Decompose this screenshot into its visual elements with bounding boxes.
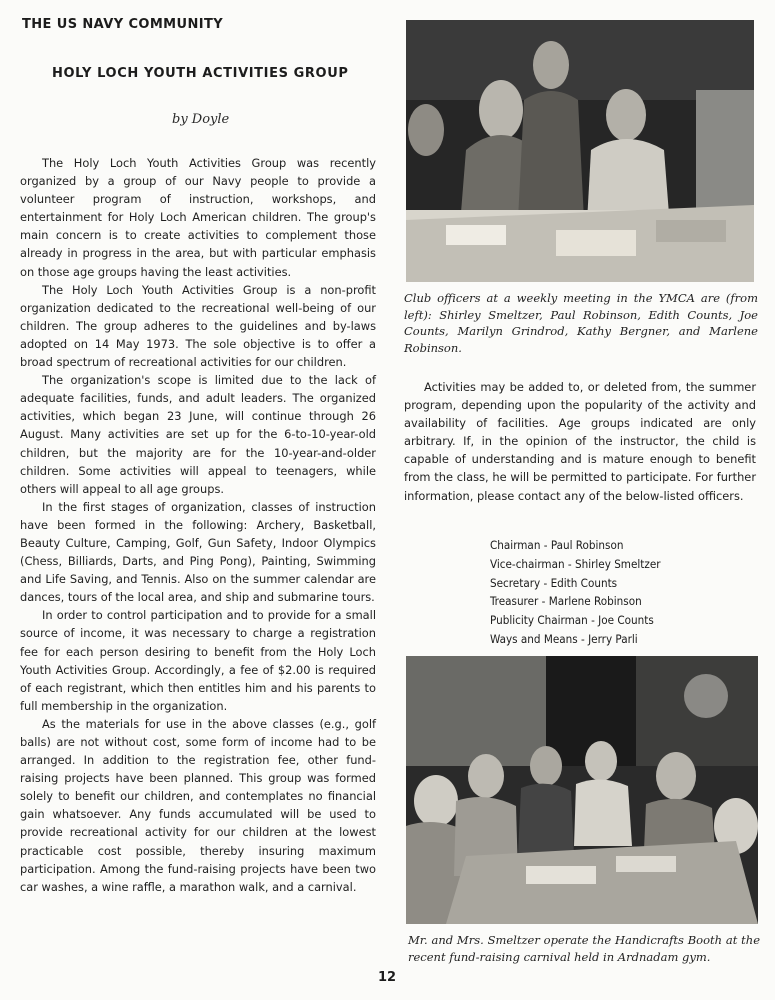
officer-name: Marlene Robinson (548, 594, 642, 609)
article-body-right-column (404, 378, 756, 505)
officer-name: Paul Robinson (550, 538, 624, 552)
handicrafts-booth-photo (406, 656, 758, 924)
section-header: THE US NAVY COMMUNITY (22, 17, 224, 32)
officer-list (490, 536, 750, 649)
officer-role: Chairman (490, 538, 541, 552)
article-body-left-column (20, 154, 376, 896)
club-officers-photo (406, 20, 754, 282)
officer-entry: Publicity Chairman - Joe Counts (490, 613, 654, 628)
officer-role: Publicity Chairman (490, 613, 588, 628)
article-byline: by Doyle (172, 112, 230, 127)
page-number: 12 (378, 970, 397, 985)
officer-role: Treasurer (490, 594, 539, 609)
article-paragraph: The Holy Loch Youth Activities Group is a non-profit organization dedicated to the recreational well-being of our children. The group adheres to the guidelines and by-laws adopted on 14 May 1973. The sole objective is to offer a broad spectrum of recreational activities for our children. (20, 282, 376, 370)
article-paragraph: The organization's scope is limited due to the lack of adequate facilities, funds, and adult leaders. The organized activities, which began 23 June, will continue through 26 August. Many activities are set up for the 6-to-10-year-old children, but the majority are for the 10-year-and-older children. Some activities will appeal to teenagers, while others will appeal to all age groups. (20, 373, 376, 496)
article-paragraph: Activities may be added to, or deleted from, the summer program, depending upon the popularity of the activity and availability of facilities. Age groups indicated are only arbitrary. If, in the opinion of the instructor, the child is capable of understanding and is mature enough to benefit from the class, he will be permitted to participate. For further information, please contact any of the below-listed officers. (404, 380, 756, 503)
officer-role: Ways and Means (490, 631, 578, 646)
club-officers-photo-caption: Club officers at a weekly meeting in the YMCA are (from left): Shirley Smeltzer, Paul Robinson, Edith Counts, Joe Counts, Marilyn Grindrod, Kathy Bergner, and Marlene Robinson. (404, 291, 758, 355)
handicrafts-booth-photo-caption: Mr. and Mrs. Smeltzer operate the Handicrafts Booth at the recent fund-raising carnival held in Ardnadam gym. (408, 933, 760, 964)
article-title: HOLY LOCH YOUTH ACTIVITIES GROUP (52, 66, 349, 81)
officer-entry: Ways and Means - Jerry Parli (490, 631, 638, 646)
officer-role: Vice-chairman (490, 556, 565, 571)
officer-name: Shirley Smeltzer (574, 556, 661, 571)
officer-entry: Chairman - Paul Robinson (490, 538, 624, 552)
officer-name: Edith Counts (550, 575, 618, 590)
article-paragraph: In the first stages of organization, classes of instruction have been formed in the following: Archery, Basketball, Beauty Culture, Camping, Golf, Gun Safety, Indoor Olympics (Chess, Billiards, Darts, and Ping Pong), Painting, Swimming and Life Saving, and Tennis. Also on the summer calendar are dances, tours of the local area, and ship and submarine tours. (20, 499, 376, 605)
article-paragraph: In order to control participation and to provide for a small source of income, it was necessary to charge a registration fee for each person desiring to benefit from the Holy Loch Youth Activities Group. Accordingly, a fee of $2.00 is required of each registrant, which then entitles him and his parents to full membership in the organization. (20, 608, 376, 713)
article-paragraph: As the materials for use in the above classes (e.g., golf balls) are not without cost, some form of income had to be arranged. In addition to the registration fee, other fund-raising projects have been planned. This group was formed solely to benefit our children, and contemplates no financial gain whatsoever. Any funds accumulated will be used to provide recreational activity for our children at the lowest practicable cost possible, thereby insuring maximum participation. Among the fund-raising projects have been two car washes, a wine raffle, a marathon walk, and a carnival. (20, 716, 376, 894)
officer-entry: Treasurer - Marlene Robinson (490, 594, 642, 609)
officer-entry: Secretary - Edith Counts (490, 575, 618, 590)
officer-name: Joe Counts (598, 613, 654, 628)
officer-name: Jerry Parli (588, 631, 638, 646)
officer-entry: Vice-chairman - Shirley Smeltzer (490, 556, 661, 571)
article-paragraph: The Holy Loch Youth Activities Group was recently organized by a group of our Navy people to provide a volunteer program of instruction, workshops, and entertainment for Holy Loch American children. The group's main concern is to create activities to complement those already in progress in the area, but with particular emphasis on those age groups having the least activities. (20, 156, 376, 279)
officer-role: Secretary (490, 575, 541, 590)
